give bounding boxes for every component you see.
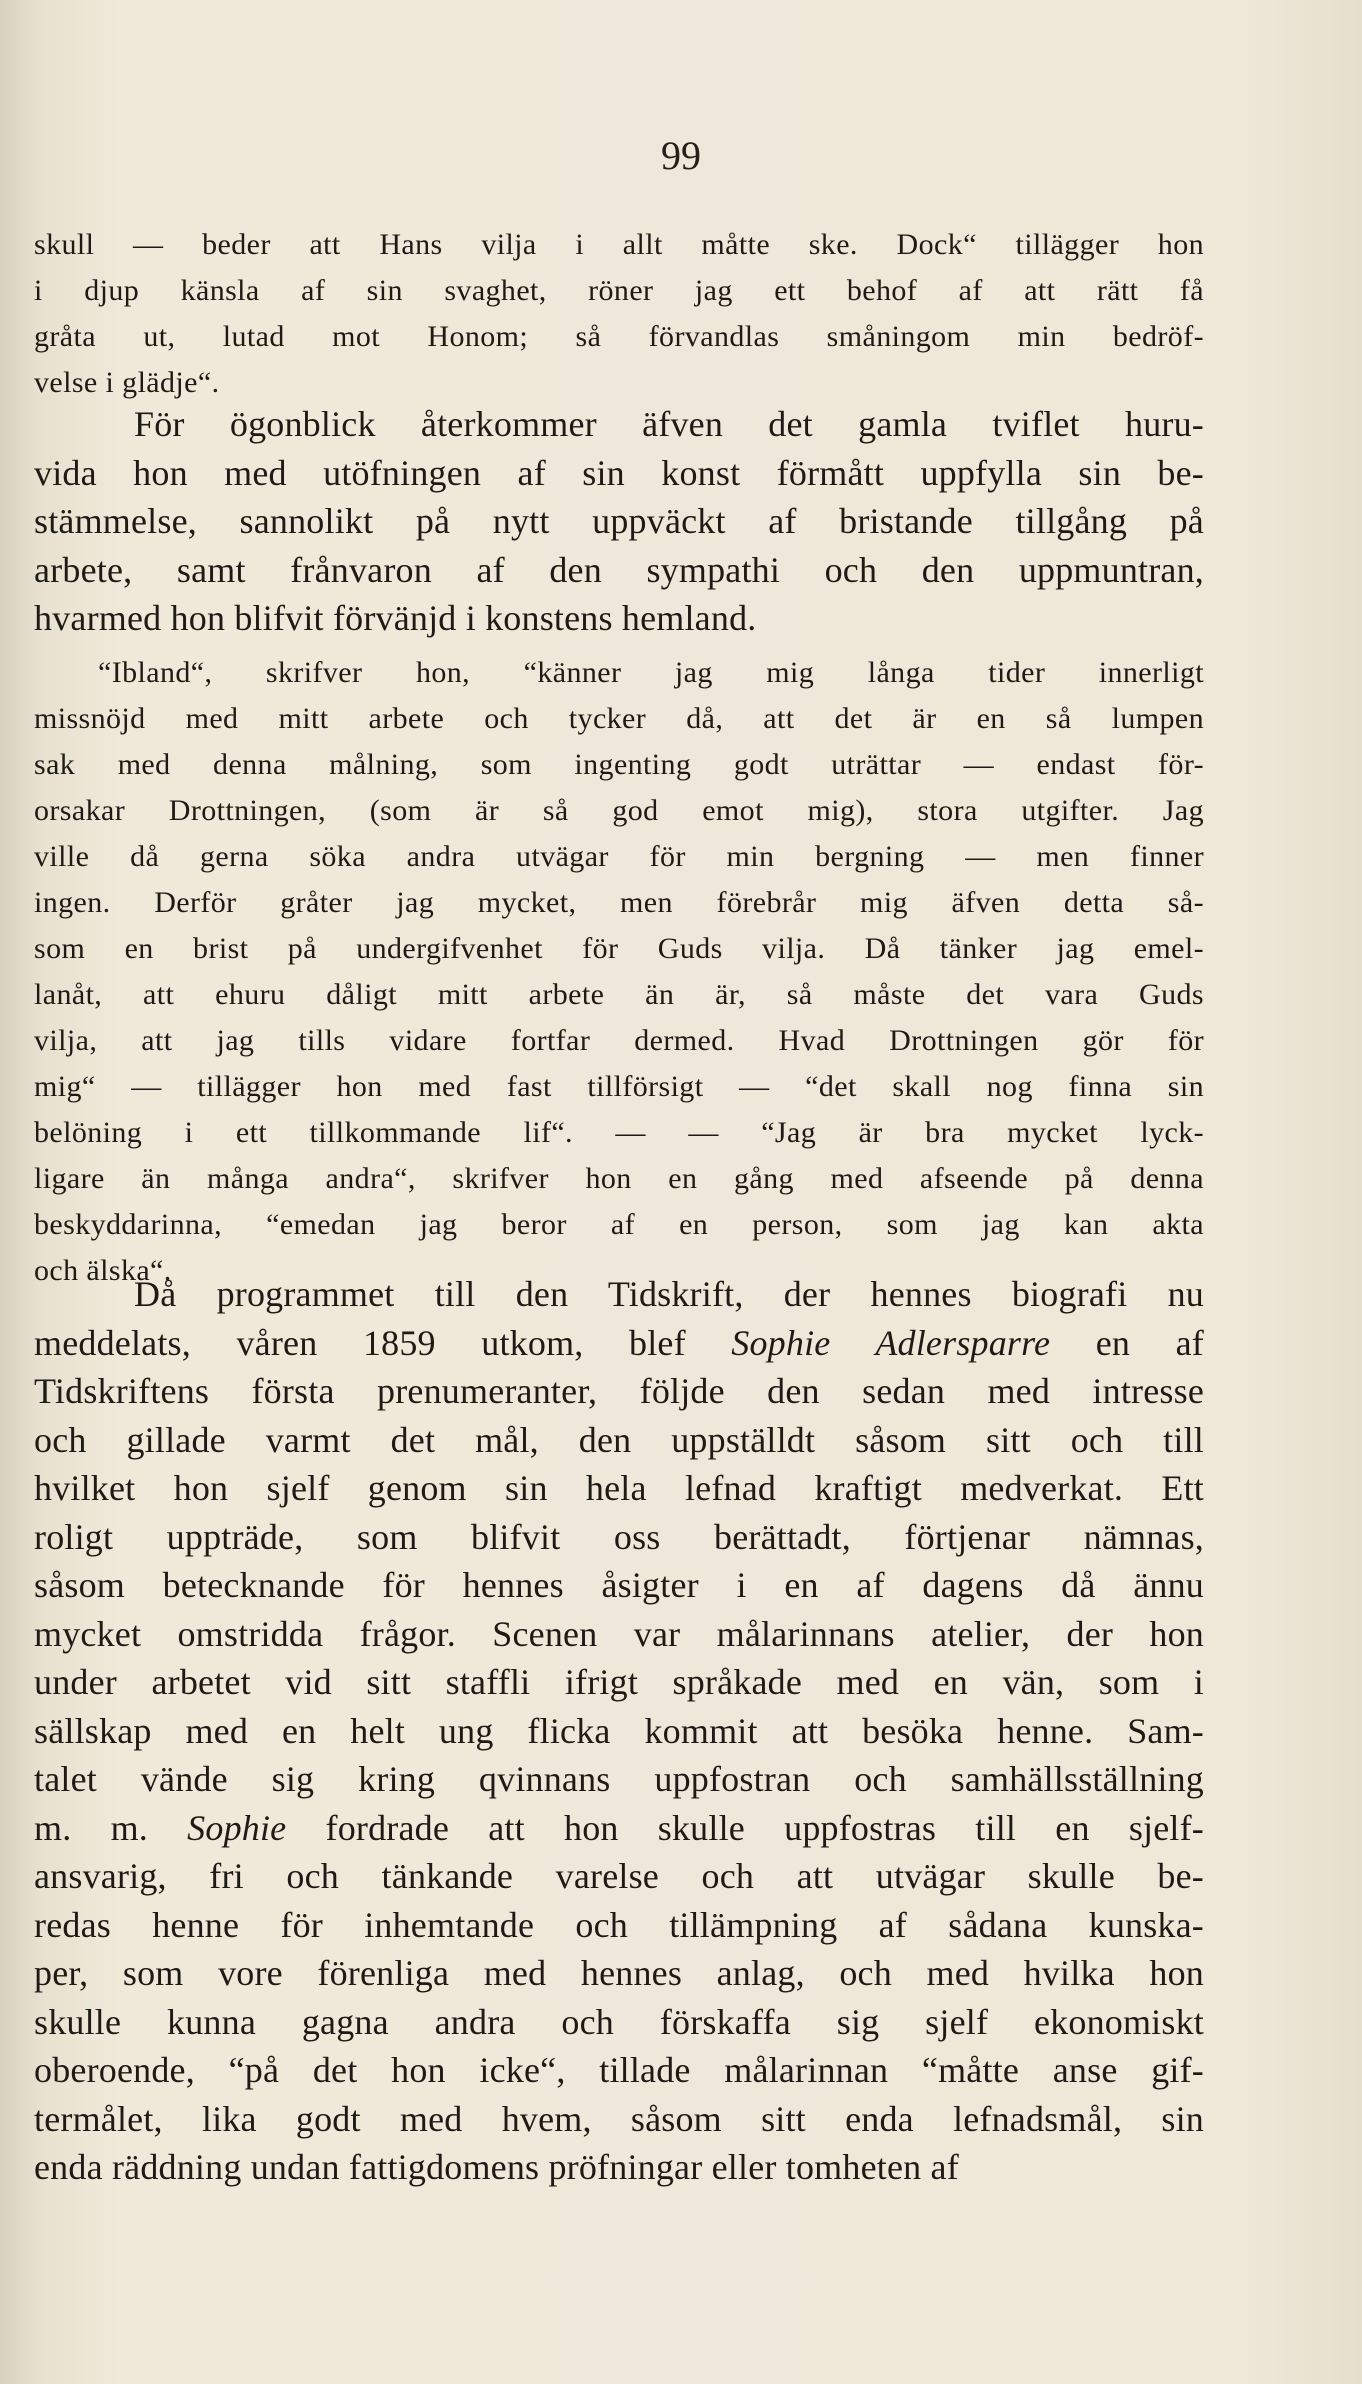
text-run: såsom betecknande för hennes åsigter i en af dagens då ännu xyxy=(34,1565,1204,1605)
text-run: fordrade att hon skulle uppfostras till en sjelf- xyxy=(286,1807,1204,1848)
text-line xyxy=(34,1901,1204,1950)
text-line: ingen. Derför gråter jag mycket, men förebrår mig äfven detta så- xyxy=(34,886,1204,919)
text-line xyxy=(34,1755,1204,1804)
text-run: sällskap med en helt ung flicka kommit att besöka henne. Sam- xyxy=(34,1710,1204,1751)
text-line: som en brist på undergifvenhet för Guds vilja. Då tänker jag emel- xyxy=(34,932,1204,965)
text-run: redas henne för inhemtande och tillämpning af sådana kunska- xyxy=(34,1904,1204,1945)
text-line xyxy=(34,1319,1204,1368)
paragraph-letter-quote xyxy=(34,650,1204,1294)
text-run: under arbetet vid sitt staffli ifrigt språkade med en vän, som i xyxy=(34,1662,1204,1702)
text-line: lanåt, att ehuru dåligt mitt arbete än är, så måste det vara Guds xyxy=(34,978,1204,1011)
text-line xyxy=(34,1367,1204,1416)
text-run: en af xyxy=(1050,1322,1204,1363)
paragraph-doubt xyxy=(34,400,1204,643)
text-line: arbete, samt frånvaron af den sympathi och den uppmuntran, xyxy=(34,549,1204,590)
text-run: och gillade varmt det mål, den uppställdt såsom sitt och till xyxy=(34,1419,1204,1460)
page-number: 99 xyxy=(661,133,701,178)
text-line: och älska“. xyxy=(34,1254,172,1287)
text-run: mycket omstridda frågor. Scenen var målarinnans atelier, der hon xyxy=(34,1613,1204,1654)
text-line: skull — beder att Hans vilja i allt måtte ske. Dock“ tillägger hon xyxy=(34,228,1204,261)
text-run: skulle kunna gagna andra och förskaffa sig sjelf ekonomiskt xyxy=(34,2001,1204,2042)
text-run: termålet, lika godt med hvem, såsom sitt enda lefnadsmål, sin xyxy=(34,2098,1204,2139)
text-run: talet vände sig kring qvinnans uppfostran och samhällsställning xyxy=(34,1759,1204,1799)
text-line: stämmelse, sannolikt på nytt uppväckt af bristande tillgång på xyxy=(34,501,1204,541)
text-line: missnöjd med mitt arbete och tycker då, att det är en så lumpen xyxy=(34,702,1204,735)
text-line xyxy=(34,1852,1204,1901)
text-line: beskyddarinna, “emedan jag beror af en person, som jag kan akta xyxy=(34,1208,1204,1241)
text-line: velse i glädje“. xyxy=(34,366,220,399)
text-run: Då programmet till den Tidskrift, der hennes biografi nu xyxy=(134,1274,1204,1314)
text-run: m. m. xyxy=(34,1807,188,1848)
text-line: belöning i ett tillkommande lif“. — — “Jag är bra mycket lyck- xyxy=(34,1116,1204,1149)
text-run: hvilket hon sjelf genom sin hela lefnad kraftigt medverkat. Ett xyxy=(34,1468,1204,1508)
text-line: mig“ — tillägger hon med fast tillförsigt — “det skall nog finna sin xyxy=(34,1070,1204,1103)
text-line xyxy=(34,1270,1204,1319)
text-line xyxy=(34,1610,1204,1659)
paragraph-tidskrift xyxy=(34,1270,1204,2192)
text-line: sak med denna målning, som ingenting godt uträttar — endast för- xyxy=(34,748,1204,781)
italic-name: Sophie xyxy=(187,1807,287,1848)
text-line xyxy=(34,1561,1204,1610)
text-line: ville då gerna söka andra utvägar för min bergning — men finner xyxy=(34,840,1204,873)
text-line: vilja, att jag tills vidare fortfar dermed. Hvad Drottningen gör för xyxy=(34,1024,1204,1057)
text-line xyxy=(34,1998,1204,2047)
text-run: roligt uppträde, som blifvit oss berättadt, förtjenar nämnas, xyxy=(34,1516,1204,1557)
text-line xyxy=(34,1804,1204,1853)
text-line: vida hon med utöfningen af sin konst förmått uppfylla sin be- xyxy=(34,452,1204,493)
text-line: hvarmed hon blifvit förvänjd i konstens hemland. xyxy=(34,598,757,638)
text-line xyxy=(34,1513,1204,1562)
text-line xyxy=(34,1949,1204,1998)
text-line xyxy=(34,2095,1204,2144)
text-line xyxy=(34,1464,1204,1513)
text-run: meddelats, våren 1859 utkom, blef xyxy=(34,1322,732,1363)
text-line xyxy=(34,2143,1204,2192)
text-run: enda räddning undan fattigdomens pröfningar eller tomheten af xyxy=(34,2147,959,2187)
text-line: ligare än många andra“, skrifver hon en gång med afseende på denna xyxy=(34,1162,1204,1195)
text-line: För ögonblick återkommer äfven det gamla tviflet huru- xyxy=(134,404,1204,444)
text-line xyxy=(34,1658,1204,1707)
text-run: oberoende, “på det hon icke“, tillade målarinnan “måtte anse gif- xyxy=(34,2050,1204,2090)
text-line xyxy=(34,1707,1204,1756)
text-run: ansvarig, fri och tänkande varelse och att utvägar skulle be- xyxy=(34,1856,1204,1896)
paragraph-letter-quote-end xyxy=(34,222,1204,406)
text-line xyxy=(34,2046,1204,2095)
text-line: orsakar Drottningen, (som är så god emot mig), stora utgifter. Jag xyxy=(34,794,1204,827)
text-line: i djup känsla af sin svaghet, röner jag ett behof af att rätt få xyxy=(34,274,1204,307)
text-line xyxy=(34,1416,1204,1465)
text-line: “Ibland“, skrifver hon, “känner jag mig långa tider innerligt xyxy=(98,656,1204,689)
text-line: gråta ut, lutad mot Honom; så förvandlas småningom min bedröf- xyxy=(34,320,1204,353)
italic-name: Sophie Adlersparre xyxy=(731,1322,1051,1363)
text-run: Tidskriftens första prenumeranter, följde den sedan med intresse xyxy=(34,1371,1204,1411)
text-run: per, som vore förenliga med hennes anlag, och med hvilka hon xyxy=(34,1953,1204,1993)
